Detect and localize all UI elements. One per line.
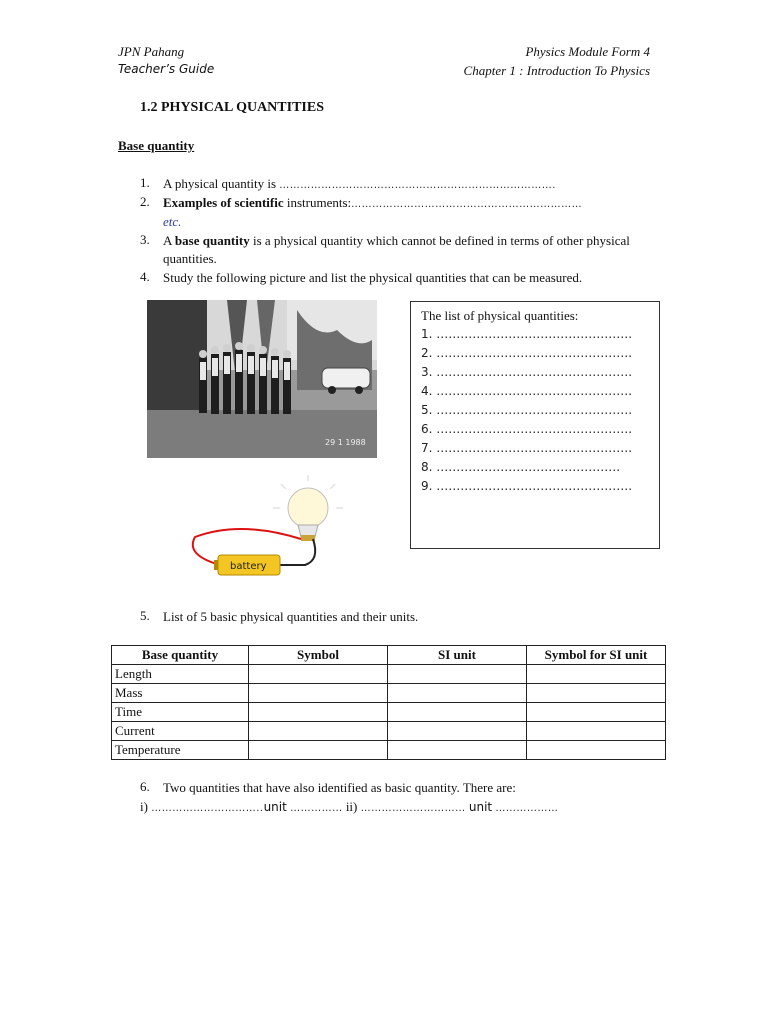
table-header-cell: Symbol for SI unit bbox=[527, 646, 666, 665]
item-number: 2. bbox=[140, 194, 150, 209]
table-cell: Mass bbox=[112, 684, 249, 703]
list-item: Study the following picture and list the physical quantities that can be measured. bbox=[163, 270, 583, 285]
table-cell: Temperature bbox=[112, 741, 249, 760]
group-photo bbox=[147, 300, 377, 458]
fill-in-dots: ………………………… bbox=[360, 803, 466, 814]
item-number: 3. bbox=[140, 232, 150, 247]
fill-in-dots: ………………………………………………………… bbox=[351, 199, 583, 210]
answer-line bbox=[140, 798, 558, 818]
answer-label-ii: ii) bbox=[345, 799, 358, 814]
quantity-line: 1. …………………………………………. bbox=[421, 327, 633, 341]
list-item: List of 5 basic physical quantities and their units. bbox=[163, 609, 419, 624]
quantity-line: 8. ………………………………………. bbox=[421, 460, 621, 474]
table-cell: Time bbox=[112, 703, 249, 722]
header-org: JPN Pahang bbox=[118, 44, 185, 59]
table-header-cell: SI unit bbox=[388, 646, 527, 665]
base-quantity-table bbox=[111, 645, 666, 760]
item-bold-text: base quantity bbox=[174, 233, 250, 248]
table-row bbox=[112, 684, 666, 703]
table-row bbox=[112, 741, 666, 760]
table-row bbox=[112, 665, 666, 684]
item-number: 5. bbox=[140, 608, 150, 623]
list-item bbox=[163, 232, 630, 250]
header-chapter: Chapter 1 : Introduction To Physics bbox=[463, 63, 650, 78]
table-row bbox=[112, 703, 666, 722]
table-cell-blank[interactable] bbox=[249, 722, 388, 741]
table-cell-blank[interactable] bbox=[527, 722, 666, 741]
list-item bbox=[163, 175, 556, 195]
table-cell-blank[interactable] bbox=[388, 722, 527, 741]
photo-date-stamp: 29 1 1988 bbox=[325, 438, 366, 447]
light-bulb-icon bbox=[273, 475, 343, 541]
fill-in-dots: …………… bbox=[290, 803, 343, 814]
battery-label: battery bbox=[230, 561, 267, 572]
list-item: Two quantities that have also identified as basic quantity. There are: bbox=[163, 780, 516, 795]
fill-in-dots: ……………… bbox=[495, 803, 559, 814]
list-item bbox=[163, 194, 582, 214]
header-guide: Teacher’s Guide bbox=[118, 62, 215, 76]
answer-label-i: i) bbox=[140, 799, 148, 814]
section-title: 1.2 PHYSICAL QUANTITIES bbox=[140, 100, 324, 115]
table-cell-blank[interactable] bbox=[388, 741, 527, 760]
bulb-circuit-diagram bbox=[180, 475, 360, 585]
photo-illustration bbox=[147, 300, 377, 458]
quantity-line: 9. …………………………………………. bbox=[421, 479, 633, 493]
table-cell-blank[interactable] bbox=[249, 703, 388, 722]
fill-in-dots: ……………………………………………………………………. bbox=[279, 180, 556, 191]
table-cell-blank[interactable] bbox=[249, 741, 388, 760]
table-cell-blank[interactable] bbox=[527, 684, 666, 703]
table-cell-blank[interactable] bbox=[527, 741, 666, 760]
table-row bbox=[112, 722, 666, 741]
table-header-cell: Base quantity bbox=[112, 646, 249, 665]
unit-label: unit bbox=[468, 800, 493, 814]
table-cell: Current bbox=[112, 722, 249, 741]
table-cell-blank[interactable] bbox=[388, 684, 527, 703]
item-number: 4. bbox=[140, 269, 150, 284]
table-cell-blank[interactable] bbox=[249, 665, 388, 684]
item-text-continued: quantities. bbox=[163, 251, 217, 266]
table-cell: Length bbox=[112, 665, 249, 684]
table-cell-blank[interactable] bbox=[388, 703, 527, 722]
item-text: is a physical quantity which cannot be defined in terms of other physical bbox=[249, 233, 630, 248]
quantity-box-title: The list of physical quantities: bbox=[421, 308, 579, 323]
quantity-list-box bbox=[410, 301, 660, 549]
table-cell-blank[interactable] bbox=[527, 703, 666, 722]
quantity-line: 6. …………………………………………. bbox=[421, 422, 633, 436]
etc-text: etc. bbox=[163, 214, 182, 229]
unit-label: unit bbox=[263, 800, 287, 814]
item-number: 6. bbox=[140, 779, 150, 794]
item-bold-text: Examples of scientific bbox=[163, 195, 284, 210]
header-module: Physics Module Form 4 bbox=[525, 44, 650, 59]
item-text: instruments: bbox=[283, 195, 352, 210]
item-text: A physical quantity is bbox=[163, 176, 277, 191]
fill-in-dots: ………………………….. bbox=[151, 803, 264, 814]
table-cell-blank[interactable] bbox=[249, 684, 388, 703]
table-cell-blank[interactable] bbox=[527, 665, 666, 684]
subsection-title: Base quantity bbox=[118, 138, 195, 153]
quantity-line: 2. …………………………………………. bbox=[421, 346, 633, 360]
quantity-line: 4. …………………………………………. bbox=[421, 384, 633, 398]
table-header-row bbox=[112, 646, 666, 665]
table-header-cell: Symbol bbox=[249, 646, 388, 665]
table-cell-blank[interactable] bbox=[388, 665, 527, 684]
item-number: 1. bbox=[140, 175, 150, 190]
item-text: A bbox=[163, 233, 175, 248]
quantity-line: 3. …………………………………………. bbox=[421, 365, 633, 379]
quantity-line: 5. …………………………………………. bbox=[421, 403, 633, 417]
quantity-line: 7. …………………………………………. bbox=[421, 441, 633, 455]
